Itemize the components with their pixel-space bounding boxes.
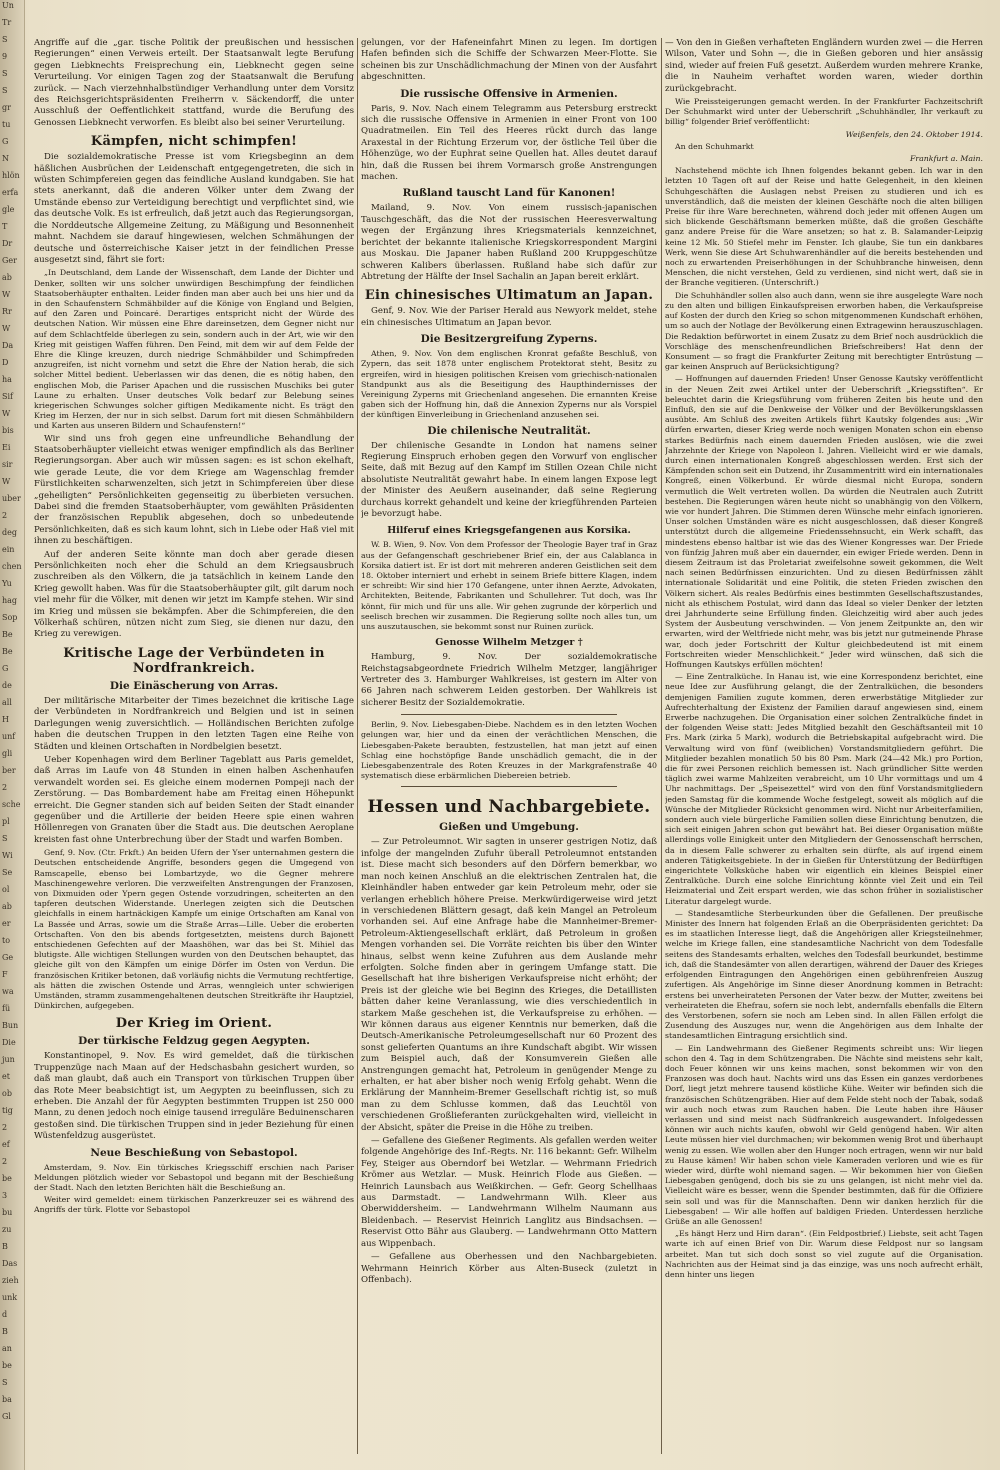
article-text: — Ein Landwehrmann des Gießener Regiments schreibt uns: Wir liegen schon den 4. Tag in dem Schützengraben. Die Nächte sind meistens sehr kalt, doch Feuer können wir uns keins machen, sonst bekommen wir von den Franzosen was doch haut. Nachts wird uns das Essen ein ganzes verdorbenes Dorf, liegt jetzt mehrere tausend köstliche Kühe. Weiter wir befinden sich die französischen Schützengräben. Hier auf dem Felde steht noch der Tabak, sodaß wir auch noch etwas zum Rauchen haben. Die Leute haben ihre Häuser verlassen und sind meist nach Südfrankreich ausgewandert. Infolgedessen können wir auch nichts kaufen, obwohl wir Geld genügend haben. Wir alten Leute müssen hier viel durchmachen; wir bekommen wenig Brot und überhaupt wenig zu essen. Wie wollen aber den Hunger noch ertragen, wenn wir nur bald zu Hause kämen! Wir haben schon viele Kameraden verloren und wie es für wieder wird, dürfte wohl niemand sagen. — Wir bekommen hier von Gießen Liebesgaben genügend, doch bis sie zu uns gelangen, ist nicht mehr viel da. Vielleicht wäre es besser, wenn die Spender bestimmten, daß für die Offiziere sein soll und was für die Mannschaften. Denn wir danken herzlich für die Liebesgaben! — Wir alle hoffen auf baldigen Frieden. Unterdessen herzliche Grüße an alle Genossen! (665, 1043, 983, 1226)
strip-fragment: 9 (2, 52, 8, 61)
column-1 (34, 38, 354, 1454)
headline-armenien: Die russische Offensive in Armenien. (400, 87, 618, 100)
strip-fragment: Rr (2, 307, 12, 316)
strip-fragment: F (2, 970, 8, 979)
article-text: Die sozialdemokratische Presse ist vom Kriegsbeginn an dem häßlichen Ausbrüchen der Leidenschaft entgegengetreten, die sich in wüsten Schimpfereien gegen das feindliche Ausland kundgaben. Sie hat stets anerkannt, daß die anderen Völker unter dem Zwang der Umstände ebenso zur Verteidigung berechtigt und verpflichtet sind, wie das deutsche Volk. Es ist erfreulich, daß jetzt auch das Regierungsorgan, die Norddeutsche Allgemeine Zeitung, zu Mäßigung und Besonnenheit mahnt. Nachdem sie darauf hingewiesen, welchen Schmähungen der deutsche und österreichische Kaiser jetzt in der feindlichen Presse ausgesetzt sind, fährt sie fort: (34, 152, 354, 265)
strip-fragment: deg (2, 528, 17, 537)
letter-place: Frankfurt a. Main. (909, 154, 983, 164)
strip-fragment: Bun (2, 1021, 19, 1030)
strip-fragment: gr (2, 103, 11, 112)
strip-fragment: chen (2, 562, 22, 571)
article-text: — Eine Zentralküche. In Hanau ist, wie eine Korrespondenz berichtet, eine neue Idee zur Ausführung gelangt, die der Zentralküchen, die besonders demjenigen Familien zugute kommen, deren erwerbstätige Mitglieder zur Aufrechterhaltung der Existenz der Familien darauf angewiesen sind, einem Erwerbe nachzugehen. Die Organisation einer solchen Zentralküche findet in der folgenden Weise statt: Jedes Mitglied bezahlt den Geschäftsanteil mit 10 Frs. Mark (zirka 5 Mark), wodurch die Betriebskapital aufgebracht wird. Die Verwaltung wird von fünf (weiblichen) Vorstandsmitgliedern geführt. Die Mitglieder bezahlen monatlich 50 bis 80 Psm. Mark (24—42 Mk.) pro Portion, die für zwei Personen reichlich bemessen ist. Nach gründlicher Sitte werden täglich zwei warme Mahlzeiten verabreicht, um 10 Uhr vormittags und um 4 Uhr nachmittags. Der „Speisezettel“ wird von den fünf Vorstandsmitgliedern jeden Samstag für die kommende Woche festgelegt, soweit als möglich auf die Wünsche der Mitglieder Rücksicht genommen wird. Nicht nur Arbeiterfamilien, sondern auch viele bürgerliche Familien sollen diese Einrichtung benutzen, die sich seit einigen Jahren schon gut bewährt hat. Bei dieser Organisation müßte allerdings volle Einigkeit unter den Mitgliedern der Genossenschaft herrschen, da in diesem Falle schwerer zu erhalten sein dürfte, als auf irgend einem anderen Tätigkeitsgebiete. In der in Gießen für Unterstützung der Bedürftigen eingerichtete Volksküche haben wir eigentlich ein kleines Beispiel einer Zentralküche. Durch eine solche Einrichtung könnte viel Zeit und ein Teil Heizmaterial und Zeit erspart werden, wie das schon früher in sozialistischer Literatur dargelegt wurde. (665, 672, 983, 906)
headline-hessen: Hessen und Nachbargebiete. (367, 797, 651, 818)
strip-fragment: W (2, 477, 11, 486)
strip-fragment: et (2, 1072, 10, 1081)
strip-fragment: be (2, 1361, 12, 1370)
separator (401, 786, 617, 787)
column-3 (665, 38, 983, 1454)
strip-fragment: gle (2, 205, 15, 214)
article-quote: „In Deutschland, dem Lande der Wissenschaft, dem Lande der Dichter und Denker, sollten wir uns solcher unwürdigen Beschimpfung der feindlichen Staatsoberhäupter enthalten. Leider finden man aber auch bei uns hier und da in den Schaufenstern Schmähbilder auf die Könige von England und Belgien, auf den Zaren und Poincaré. Derartiges entspricht nicht der Würde des deutschen Nation. Wir müssen eine Ehre dareinsetzen, dem Gegner nicht nur auf dem Schlachtfelde überlegen zu sein, sondern auch in der Art, wie wir den Krieg mit geistigen Waffen führen. Den Feind, mit dem wir auf dem Felde der Ehre die Klinge kreuzen, durch niedrige Schmähbilder und Schimpfreden anzugreifen, ist nicht vornehm und setzt die Ehre der Nation herab, die sich solcher Mittel bedient. Ueberlassen wir das denen, die es nötig haben, den englischen Mob, die Pariser Apachen und die russischen Muschiks bei guter Laune zu erhalten. Unser deutsches Volk bedarf zur Belebung seines kriegerischen Schwunges solcher giftigen Medikamente nicht. Es trägt den Krieg im Herzen, der nur in sich selbst. Darum fort mit diesen Schmähbildern und Karten aus unseren Bildern und Schaufenstern!“ (34, 268, 354, 431)
strip-fragment: pl (2, 817, 10, 826)
strip-fragment: B (2, 1242, 8, 1251)
strip-fragment: er (2, 919, 11, 928)
strip-fragment: Yu (2, 579, 12, 588)
article-text: — Gefallene des Gießener Regiments. Als gefallen werden weiter folgende Angehörige des Inf.-Regts. Nr. 116 bekannt: Gefr. Wilhelm Fey, Steiger aus Oberndorf bei Wetzlar. — Wehrmann Friedrich Krömer aus Wetzlar. — Musk. Heinrich Flode aus Gießen. — Heinrich Launsbach aus Weißkirchen. — Gefr. Georg Schellhaas aus Darmstadt. — Landwehrmann Wilh. Kleer aus Oberwiddersheim. — Landwehrmann Wilhelm Naumann aus Bleidenbach. — Reservist Heinrich Langlitz aus Bindsachsen. — Reservist Otto Bähr aus Glauberg. — Landwehrmann Otto Mattern aus Wippenbach. (361, 1136, 657, 1249)
strip-fragment: 2 (2, 1157, 8, 1166)
strip-fragment: all (2, 698, 12, 707)
article-text: Wie Preissteigerungen gemacht werden. In der Frankfurter Fachzeitschrift Der Schuhmarkt wird unter der Ueberschrift „Schuhhändler, Ihr verkauft zu billig“ folgender Brief veröffentlicht: (665, 97, 983, 127)
strip-fragment: d (2, 1310, 8, 1319)
article-text: Ueber Kopenhagen wird dem Berliner Tageblatt aus Paris gemeldet, daß Arras im Laufe von 48 Stunden in einen halben Aschenhaufen verwandelt worden sei. Es gleiche einem modernen Pompeji nach der Zerstörung. — Das Bombardement habe am Freitag einen Höhepunkt erreicht. Die Gegner standen sich auf beiden Seiten der Stadt einander gegenüber und die Artillerie der beiden Heere spie einen wahren Höllenregen von Granaten über die Stadt aus. Die deutschen Aeroplane kreisten fast ohne Unterbrechung über der Stadt und warfen Bomben. (34, 754, 354, 845)
strip-fragment: S (2, 35, 8, 44)
strip-fragment: 3 (2, 1191, 8, 1200)
headline-kaempfen: Kämpfen, nicht schimpfen! (90, 134, 298, 150)
article-text: Genf, 9. Nov. (Ctr. Frkft.) An beiden Ufern der Yser unternahmen gestern die Deutschen entscheidende Angriffe, besonders gegen die Umgegend von Ramscapelle, ebenso bei Lombartzyde, wo die Gegner mehrere Maschinengewehre verloren. Die verzweifelten Anstrengungen der Franzosen, von Dixmuiden oder Ypern gegen Ostende vorzudringen, scheiterten an den tapferen deutschen Widerstande. Unerlegen zeigten sich die Deutschen gleichfalls in einem hartnäckigen Kampfe um einige Ortschaften am Kanal von La Bassée und Arras, sowie um die Straße Arras—Lille. Ueber die eroberten Ortschaften. Von den bis abends fortgesetzten, meistens durch Bajonett entschiedenen Gefechten auf der Maashöhen, war das bei St. Mihiel das blutigste. Alle wichtigen Stellungen wurden von den Deutschen behauptet, das gleiche gilt von den Kämpfen um einige Dörfer im Osten von Verdun. Die französischen Kritiker betonen, daß vorläufig nichts die Vermutung rechtfertige, als hätten die zwischen Ostende und Arras, wenngleich unter schwierigen Umständen, stramm zusammengehaltenen deutschen Streitkräfte ihr Hauptziel, Dünkirchen, aufgegeben. (34, 848, 354, 1011)
strip-fragment: Ei (2, 443, 11, 452)
column-rule (357, 38, 358, 1454)
article-text: Der militärische Mitarbeiter der Times bezeichnet die kritische Lage der Verbündeten in Nordfrankreich und Belgien und ist in seinen Darlegungen wenig zuversichtlich. — Holländischen Berichten zufolge haben die deutschen Truppen in den letzten Tagen eine Reihe von Städten und kleinen Ortschaften in Nordbelgien besetzt. (34, 695, 354, 752)
strip-fragment: Gl (2, 1412, 11, 1421)
strip-fragment: ba (2, 1395, 12, 1404)
strip-fragment: Ge (2, 953, 14, 962)
strip-fragment: sche (2, 800, 21, 809)
strip-fragment: Das (2, 1259, 18, 1268)
strip-fragment: T (2, 222, 8, 231)
strip-fragment: 2 (2, 511, 8, 520)
strip-fragment: tig (2, 1106, 13, 1115)
article-text: Mailand, 9. Nov. Von einem russisch-japanischen Tauschgeschäft, das die Not der russischen Heeresverwaltung wegen der Ergänzung ihres Kriegsmaterials kennzeichnet, berichtet der bekannte italienische Kriegskorrespondent Margini aus Moskau. Die Japaner haben Rußland 200 Kruppgeschütze schweren Kalibers überlassen. Rußland habe sich dafür zur Abtretung der Hälfte der Insel Sachalin an Japan bereit erklärt. (361, 203, 657, 282)
article-text: Wir sind uns froh gegen eine unfreundliche Behandlung der Staatsoberhäupter vielleicht etwas weniger empfindlich als das Berliner Regierungsorgan. Aber auch wir müssen sagen: es ist schon ekelhaft, wie gerade Leute, die vor dem Kriege am Wagenschlag fremder Fürstlichkeiten scharwenzelten, sich jetzt in Schimpfereien über diese „geheiligten“ Persönlichkeiten gegenseitig zu überbieten versuchen. Dabei sind die fremden Staatsoberhäupter, vom gewählten Präsidenten der französischen Republik abgesehen, doch so unbedeutende Persönlichkeiten, daß es sich kaum lohnt, sich in Liebe oder Haß viel mit ihnen zu beschäftigen. (34, 433, 354, 547)
article-text: Auf der anderen Seite könnte man doch aber gerade diesen Persönlichkeiten noch eher die Schuld an dem Kriegsausbruch zuschreiben als den Völkern, die ja tatsächlich in keinem Lande den Krieg gewollt haben. Was für die Staatsoberhäupter gilt, gilt darum noch viel mehr für die Völker, mit denen wir jetzt im Kampfe stehen. Wir sind im Krieg und müssen sie bekämpfen. Aber die Schimpfereien, die den Völkerhaß schüren, nützen nicht zum Sieg, sie dienen nur dazu, den Krieg zu verewigen. (34, 549, 354, 640)
strip-fragment: ol (2, 885, 10, 894)
article-text: gelungen, vor der Hafeneinfahrt Minen zu legen. Im dortigen Hafen befinden sich die Schiffe der Schwarzen Meer-Flotte. Sie scheinen bis zur Unschädlichmachung der Minen von der Ausfahrt abgeschnitten. (361, 38, 657, 83)
article-text: Paris, 9. Nov. Nach einem Telegramm aus Petersburg erstreckt sich die russische Offensive in Armenien in einer Front von 100 Quadratmeilen. Ein Teil des Heeres rückt durch das lange Araxestal in der Richtung Erzerum vor, der östliche Teil über die Höhenzüge, wo der Euphrat seine Quellen hat. Alles deutet darauf hin, daß die Russen bei ihrem Vormarsch große Anstrengungen machen. (361, 103, 657, 183)
letter-text: Nachstehend möchte ich Ihnen folgendes bekannt geben. Ich war in den letzten 10 Tagen oft auf der Reise und hatte Gelegenheit, in den kleinen Schuhgeschäften die Auslagen nebst Preisen zu studieren und ich es unverständlich, daß die meisten der kleinen Geschäfte noch die alten billigen Preise für ihre Ware berechneten, während doch jeder mit offenen Augen um sich blickende Geschäftsmann bemerken müßte, daß die großen Geschäfte ganz andere Preise für die Ware ansetzen; so hat z. B. Salamander-Leipzig keine 12 Mk. 50 Stiefel mehr im Fenster. Ich glaube, Sie tun ein dankbares Werk, wenn Sie diese Art Schuhwarenhändler auf die bereits bestehenden und noch zu erwartenden Preiserhöhungen in der Schuhbranche hinweisen, denn Menschen, die nicht verstehen, Geld zu verdienen, sind nicht wert, daß sie in der Branche vegitieren. (Unterschrift.) (665, 166, 983, 288)
subheadline-tuerkischer-feldzug: Der türkische Feldzug gegen Aegypten. (78, 1035, 310, 1048)
column-rule (661, 38, 662, 1454)
strip-fragment: Sop (2, 613, 18, 622)
strip-fragment: Un (2, 1, 14, 10)
strip-fragment: zieh (2, 1276, 19, 1285)
strip-fragment: Sif (2, 392, 13, 401)
strip-fragment: H (2, 715, 9, 724)
strip-fragment: S (2, 69, 8, 78)
article-text: Athen, 9. Nov. Von dem englischen Kronrat gefaßte Beschluß, von Zypern, das seit 1878 unter englischem Protektorat steht, Besitz zu ergreifen, wird in hiesigen politischen Kreisen vom griechisch-nationalen Standpunkt aus als die Beseitigung des Haupthindernisses der Vereinigung Zyperns mit Griechenland angesehen. Die ernannten Kreise gaben sich der Hoffnung hin, daß die Annexion Zyperns nur als Vorspiel der künftigen Einverleibung in Griechenland anzusehen sei. (361, 349, 657, 420)
strip-fragment: S (2, 86, 8, 95)
article-text: Hamburg, 9. Nov. Der sozialdemokratische Reichstagsabgeordnete Friedrich Wilhelm Metzger, langjähriger Vertreter des 3. Hamburger Wahlkreises, ist gestern im Alter von 66 Jahren nach schwerem Leiden gestorben. Der Wahlkreis ist sicherer Besitz der Sozialdemokratie. (361, 652, 657, 708)
strip-fragment: G (2, 137, 9, 146)
article-text: — Gefallene aus Oberhessen und den Nachbargebieten. Wehrmann Heinrich Körber aus Alten-Buseck (zuletzt in Offenbach). (361, 1252, 657, 1285)
strip-fragment: be (2, 1174, 12, 1183)
strip-fragment: an (2, 1344, 12, 1353)
headline-kritische-lage: Kritische Lage der Verbündeten in Nordfrankreich. (63, 645, 325, 676)
article-text: Weiter wird gemeldet: einem türkischen Panzerkreuzer sei es während des Angriffs der türk. Flotte vor Sebastopol (34, 1195, 354, 1215)
strip-fragment: Be (2, 647, 13, 656)
strip-fragment: W (2, 409, 11, 418)
strip-fragment: bis (2, 426, 14, 435)
subheadline-arras: Die Einäscherung von Arras. (109, 679, 279, 692)
headline-ultimatum: Ein chinesisches Ultimatum an Japan. (364, 288, 654, 304)
article-text: Berlin, 9. Nov. Liebesgaben-Diebe. Nachdem es in den letzten Wochen gelungen war, hier und da einen der verächtlichen Menschen, die Liebesgaben-Pakete beraubten, festzustellen, hat man jetzt auf einen Schlag eine hochstöpfige Bande unschädlich gemacht, die in der Liebesgabenzentrale des Roten Kreuzes in der Markgrafenstraße 40 systematisch diese erbärmlichen Diebereien betrieb. (361, 720, 657, 781)
strip-fragment: Be (2, 630, 13, 639)
subheadline-sebastopol: Neue Beschießung von Sebastopol. (90, 1146, 298, 1159)
strip-fragment: D (2, 358, 9, 367)
strip-fragment: W (2, 290, 11, 299)
headline-korsika: Hilferuf eines Kriegsgefangenen aus Korsika. (387, 525, 631, 537)
strip-fragment: ob (2, 1089, 12, 1098)
article-text: „Es hängt Herz und Hirn daran“. (Ein Feldpostbrief.) Liebste, seit acht Tagen warte ich auf einen Brief von Dir. Warum diese Feldpost nur so langsam arbeitet. Man tut sich doch sonst so viel zugute auf die Organisation. Nachrichten aus der Heimat sind ja das einzige, was uns noch aufrecht erhält, denn hinter uns liegen (665, 1229, 983, 1279)
strip-fragment: N (2, 154, 9, 163)
strip-fragment: ef (2, 1140, 10, 1149)
strip-fragment: Wi (2, 851, 13, 860)
strip-fragment: S (2, 1378, 8, 1387)
subheadline-giessen: Gießen und Umgebung. (439, 821, 579, 834)
headline-krieg-orient: Der Krieg im Orient. (115, 1016, 273, 1032)
headline-metzger: Genosse Wilhelm Metzger † (435, 637, 583, 649)
headline-chile: Die chilenische Neutralität. (427, 424, 591, 437)
strip-fragment: Da (2, 341, 14, 350)
strip-fragment: ha (2, 375, 12, 384)
strip-fragment: unk (2, 1293, 18, 1302)
strip-fragment: G (2, 664, 9, 673)
strip-fragment: ab (2, 273, 12, 282)
letter-date: Weißenfels, den 24. Oktober 1914. (845, 129, 983, 139)
strip-fragment: ein (2, 545, 15, 554)
letter-recipient: An den Schuhmarkt (675, 141, 754, 151)
strip-fragment: unf (2, 732, 16, 741)
strip-fragment: zu (2, 1225, 12, 1234)
strip-fragment: jun (2, 1055, 15, 1064)
strip-fragment: hag (2, 596, 18, 605)
headline-zypern: Die Besitzergreifung Zyperns. (420, 333, 598, 346)
article-text: Konstantinopel, 9. Nov. Es wird gemeldet, daß die türkischen Truppenzüge nach Maan auf der Hedschasbahn gesichert wurden, so daß man glaubt, daß auch ein Transport von türkischen Truppen über das Rote Meer beabsichtigt ist, um Aegypten zu beeinflussen, sich zu erheben. Die Anzahl der für Aegypten bestimmten Truppen ist 250 000 Mann, zu denen jedoch noch einige tausend irreguläre Beduinenscharen gestoßen sind. Die türkischen Truppen sind in jeder Beziehung für einen Wüstenfeldzug ausgerüstet. (34, 1051, 354, 1142)
strip-fragment: wa (2, 987, 14, 996)
strip-fragment: gli (2, 749, 13, 758)
article-text: Angriffe auf die „gar. tische Politik der preußischen und hessischen Regierungen“ einen Verweis erteilt. Der Staatsanwalt legte Berufung gegen Liebknechts Freisprechung ein, Liebknecht gegen seine Verurteilung. Vor einigen Tagen zog der Staatsanwalt die Berufung zurück. — Nach vierzehnhalbstündiger Verhandlung unter dem Vorsitz des Reichsgerichtspräsidenten Freiherrn v. Säckendorff, die unter Ausschluß der Oeffentlichkeit stattfand, wurde die Berufung des Genossen Liebknecht verworfen. Es bleibt also bei seiner Verurteilung. (34, 38, 354, 128)
strip-fragment: W (2, 324, 11, 333)
article-text: — Von den in Gießen verhafteten Engländern wurden zwei — die Herren Wilson, Vater und Sohn —, die in Gießen geboren und hier ansässig sind, wieder auf freien Fuß gesetzt. Außerdem wurden mehrere Kranke, die in Nauheim verhaftet worden waren, wieder dorthin zurückgebracht. (665, 38, 983, 94)
strip-fragment: to (2, 936, 11, 945)
strip-fragment: fü (2, 1004, 11, 1013)
article-text: Amsterdam, 9. Nov. Ein türkisches Kriegsschiff erschien nach Pariser Meldungen plötzlich wieder vor Sebastopol und begann mit der Beschießung der Stadt. Nach den letzten Berichten hält die Beschießung an. (34, 1162, 354, 1193)
strip-fragment: Tr (2, 18, 12, 27)
strip-fragment: Dr (2, 239, 13, 248)
article-text: Die Schuhhändler sollen also auch dann, wenn sie ihre ausgelegte Ware noch zu den alten und billigen Einkaufspreisen erworben haben, die Verkaufspreise auf Kosten der durch den Krieg so schon mitgenommenen Kundschaft erhöhen, um so auch der Notlage der Bevölkerung einen Extragewinn herauszuschlagen. Die Redaktion befürwortet in einem Zusatz zu dem Brief noch ausdrücklich die Vorschläge des menschenfreundlichen Briefschreibers! Hat denn der Konsument — so fragt die Frankfurter Zeitung mit berechtigter Entrüstung — gar keinen Anspruch auf Berücksichtigung? (665, 290, 983, 372)
left-page-strip (0, 0, 25, 1470)
strip-fragment: hlön (2, 171, 20, 180)
strip-fragment: bu (2, 1208, 13, 1217)
article-text: W. B. Wien, 9. Nov. Von dem Professor der Theologie Bayer traf in Graz aus der Gefangenschaft geschriebener Brief ein, der aus Calablanca in Korsika datiert ist. Er ist dort mit mehreren anderen Geistlichen seit dem 18. Oktober interniert und erhebt in seinem Briefe bittere Klagen, indem er schreibt: Wir sind hier 170 Gefangene, unter ihnen Aerzte, Advokaten, Architekten, Beitende, Fabrikanten und Schullehrer. Tut doch, was Ihr könnt, für mich und für uns alle. Wir gehen zugrunde der körperlich und seelisch brechen wir zusammen. Die Regierung sollte noch alles tun, um uns auszutauschen, sie bekommt sonst nur Ruinen zurück. (361, 540, 657, 632)
article-text: — Zur Petroleumnot. Wir sagten in unserer gestrigen Notiz, daß infolge der mangelnden Zufuhr überall Petroleumnot entstanden ist. Diese macht sich besonders auf den Dörfern bemerkbar, wo man noch keinen Anschluß an die elektrischen Zentralen hat, die Kleinhändler haben entweder gar kein Petroleum mehr, oder sie verlangen erheblich höhere Preise. Merkwürdigerweise wird jetzt in verschiedenen Blättern gesagt, daß kein Mangel an Petroleum vorhanden sei. Auf eine Anfrage habe die Mannheimer-Bremer-Petroleum-Aktiengesellschaft erklärt, daß Petroleum in großen Mengen vorhanden sei. Die Vorräte reichten bis über den Winter hinaus, selbst wenn keine Zufuhren aus dem Auslande mehr erfolgten. Solche finden aber in geringem Umfange statt. Die Gesellschaft hat ihre bisherigen Verkaufspreise nicht erhöht; der Preis ist der gleiche wie bei Beginn des Krieges, die Detaillisten bätten daher keine Veranlassung, wie dies verschiedentlich in starkem Maße geschehen ist, die Verkaufspreise zu erhöhen. — Wir können daraus aus eigener Kenntnis nur bemerken, daß die Deutsch-Amerikanische Petroleumgesellschaft nur 60 Prozent des sonst gelieferten Quantums an ihre Kundschaft abgibt. Wir wissen zum Beispiel auch, daß der Konsumverein Gießen alle Anstrengungen gemacht hat, Petroleum in genügender Menge zu erhalten, er hat aber bisher noch wenig Erfolg gehabt. Wenn die Erklärung der Mannheim-Bremer Gesellschaft richtig ist, so muß man zu dem Schlusse kommen, daß das Leuchtöl von verschiedenen Großlieferanten zurückgehalten wird, vielleicht in der Absicht, später die Preise in die Höhe zu treiben. (361, 837, 657, 1133)
strip-fragment: Se (2, 868, 13, 877)
strip-fragment: ab (2, 902, 12, 911)
strip-fragment: B (2, 1327, 8, 1336)
strip-fragment: Ger (2, 256, 17, 265)
strip-fragment: 2 (2, 783, 8, 792)
strip-fragment: sir (2, 460, 13, 469)
article-text: Der chilenische Gesandte in London hat namens seiner Regierung Einspruch erhoben gegen den Vorwurf von englischer Seite, daß mit Bezug auf den Kampf im Stillen Ozean Chile nicht absolutiste Neutralität gewahrt habe. In einem langen Expose legt der Minister des Aeußern auseinander, daß seine Regierung durchaus korrekt gehandelt und keine der kriegführenden Parteien je bevorzugt habe. (361, 440, 657, 519)
article-text: — Standesamtliche Sterbeurkunden über die Gefallenen. Der preußische Minister des Innern hat folgenden Erlaß an die Oberpräsidenten gerichtet: Da es im staatlichen Interesse liegt, daß die Angehörigen aller Kriegsteilnehmer, welche im Kriege fallen, eine standesamtliche Nachricht von dem Todesfalle seitens des Standesamts erhalten, welches den Todesfall beurkundet, bestimme ich, daß die Standesämter von allen derartigen, während der Dauer des Krieges erfolgenden Eintragungen den Angehörigen einen gebührenfreien Auszug zufertigen. Als Angehörige im Sinne dieser Anordnung kommen in Betracht: erstens bei unverheirateten Personen der Vater bezw. der Mutter, zweitens bei verheirateten die Ehefrau, sofern sie noch lebt, andernfalls ebenfalls die Eltern des Verstorbenen, sofern sie noch am Leben sind. In allen Fällen erfolgt die Zusendung des Auszuges nur, wenn die Angehörigen aus dem Inhalte der standesamtlichen Eintragung ersichtlich sind. (665, 908, 983, 1041)
column-2 (361, 38, 657, 1454)
strip-fragment: de (2, 681, 12, 690)
strip-fragment: ber (2, 766, 16, 775)
article-text: Genf, 9. Nov. Wie der Pariser Herald aus Newyork meldet, stehe ein chinesisches Ultimatum an Japan bevor. (361, 306, 657, 328)
strip-fragment: uber (2, 494, 21, 503)
separator (401, 714, 617, 715)
headline-russland-kanonen: Rußland tauscht Land für Kanonen! (402, 187, 616, 200)
strip-fragment: 2 (2, 1123, 8, 1132)
article-text: — Hoffnungen auf dauernden Frieden! Unser Genosse Kautsky veröffentlicht in der Neuen Zeit zwei Artikel unter der Ueberschrift „Kriegsstiften“. Er beleuchtet darin die Kriegsführung vom früheren Zeiten bis heute und den Einfluß, den sie auf die Denkweise der Völker und der Bevölkerungsklassen ausübte. Am Schluß des zweiten Artikels führt Kautsky folgendes aus: „Wir dürfen erwarten, dieser Krieg werde noch wenigen Monaten schon ein ebenso starkes Bedürfnis nach einem dauernden Frieden auslösen, wie die zwei Jahrzehnte der Kriege von Napoleon I. Jahren. Vielleicht wird er wie damals, durch einen internationalen Kongreß abgeschlossen werden. Erst sich der Kämpfenden schon seit ein Dutzend, ihr Zusammentritt wird ein internationales Kongreß, einen Völkerbund. Er würde diesmal nicht Europa, sondern vermutlich die Welt vertreten wollen. Da würden die Neutralen auch Zutritt bestehen. Die Regierungen wären heute nicht so unabhängig von den Völkern, wie vor hundert Jahren. Die Stimmen deren Wünsche mehr einfach ignorieren. Unser solchen Umständen wäre es nicht ausgeschlossen, daß dieser Kongreß unterstützt durch die allgemeine Friedenssehnsucht, ein Werk schafft, das mindestens ebenso haltbar ist wie das des Wiener Kongresses war. Der Friede von fünfzig Jahren muß aber ein dauernder, ein ewiger Friede werden. Denn in diesem Zeitraum ist das Proletariat zweifelsohne soweit gekommen, die Welt nach seinen Bedürfnissen einzurichten. Und zu diesen Bedürfnissen zählt internationale Solidarität und eine Politik, die steten Frieden zwischen den Völkern sichert. Als reales Bedürfnis eines bestimmten Gesellschaftszustandes, nicht als ethischem Postulat, wird dann das Ideal so vieler Denker der letzten drei Jahrhunderte seine Erfüllung finden. Gleichzeitig wird aber auch jedes System der Ausbeutung verschwinden. — Von jenem Zeitpunkte an, den wir erwarten, wird der Weltfriede nicht mehr, was bis jetzt nur gutmeinende Phrase war, doch jeder Fortschritt der Kultur gleichbedeutend ist mit einem Fortschreiten wieder Menschlichkeit.“ Jeder wird wünschen, daß sich die Hoffnungen Kautskys erfüllen möchten! (665, 374, 983, 669)
strip-fragment: Die (2, 1038, 16, 1047)
strip-fragment: tu (2, 120, 11, 129)
strip-fragment: erfa (2, 188, 19, 197)
strip-fragment: S (2, 834, 8, 843)
